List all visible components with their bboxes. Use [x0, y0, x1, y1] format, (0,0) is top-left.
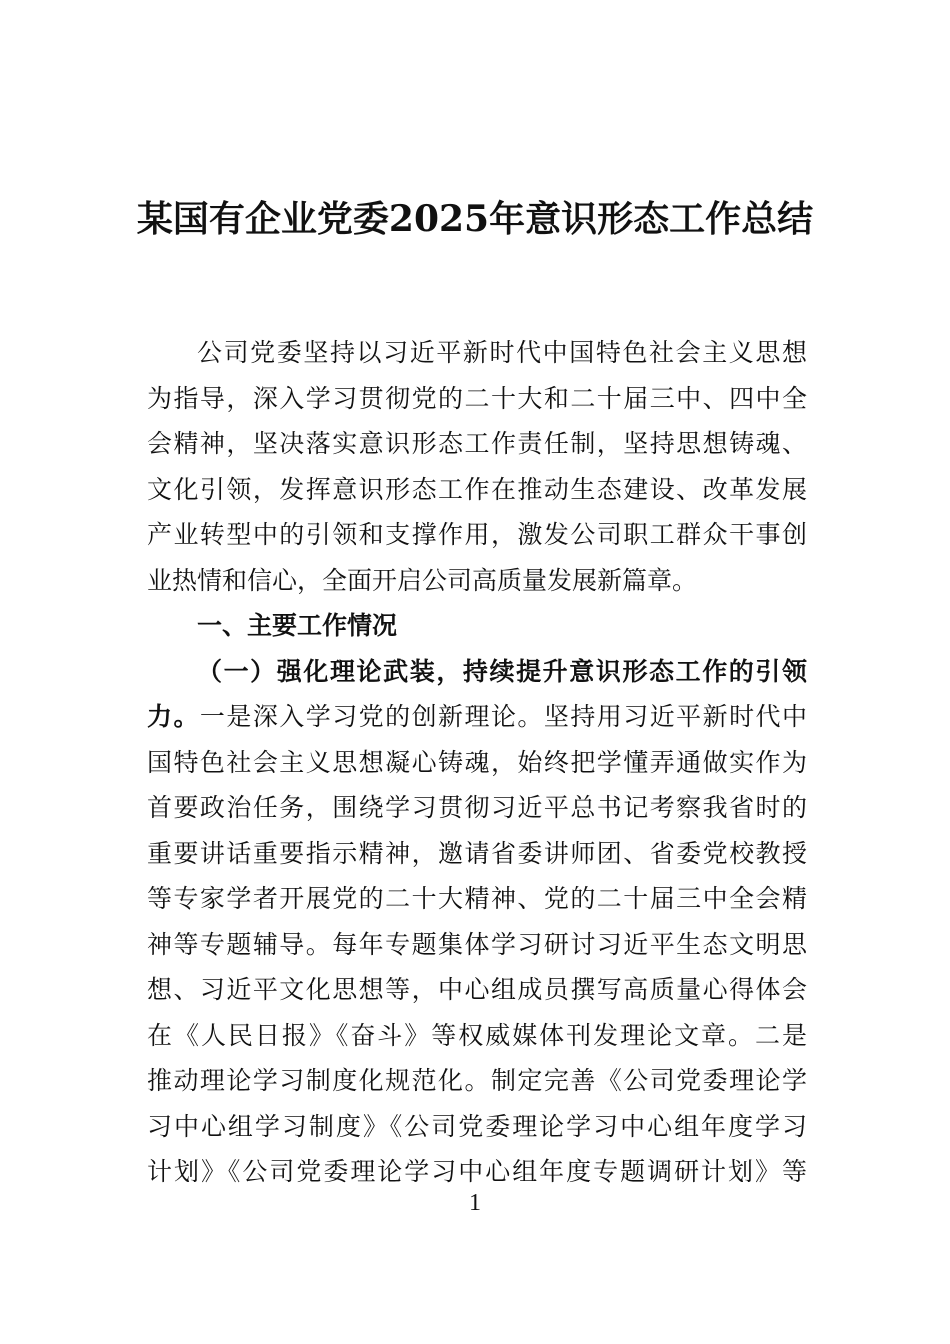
document-title: 某国有企业党委2025年意识形态工作总结 — [136, 198, 814, 240]
paragraph-line: 等专家学者开展党的二十大精神、党的二十届三中全会精 — [147, 884, 807, 913]
page-number: 1 — [469, 1190, 481, 1216]
document-body — [147, 330, 807, 1195]
paragraph-line: 重要讲话重要指示精神，邀请省委讲师团、省委党校教授 — [147, 838, 807, 868]
paragraph-line: 首要政治任务，围绕学习贯彻习近平总书记考察我省时的 — [147, 793, 807, 822]
paragraph-line: 习中心组学习制度》《公司党委理论学习中心组年度学习 — [147, 1111, 807, 1141]
paragraph-line: 业热情和信心，全面开启公司高质量发展新篇章。 — [147, 565, 698, 595]
paragraph-line — [147, 694, 807, 740]
paragraph-line: 在《人民日报》《奋斗》等权威媒体刊发理论文章。二是 — [147, 1020, 807, 1050]
paragraph-line: 神等专题辅导。每年专题集体学习研讨习近平生态文明思 — [147, 929, 807, 959]
paragraph-line: 文化引领，发挥意识形态工作在推动生态建设、改革发展 — [147, 474, 807, 504]
paragraph-line: 为指导，深入学习贯彻党的二十大和二十届三中、四中全 — [147, 383, 807, 413]
subsection-title-line — [147, 649, 807, 695]
subsection-title-end: 力。 — [147, 702, 200, 731]
section-heading: 一、主要工作情况 — [197, 611, 398, 640]
paragraph-line: 产业转型中的引领和支撑作用，激发公司职工群众干事创 — [147, 520, 807, 549]
subsection-title: （一）强化理论武装，持续提升意识形态工作的引领 — [197, 656, 807, 686]
paragraph-line: 计划》《公司党委理论学习中心组年度专题调研计划》等 — [147, 1157, 807, 1186]
paragraph-line: 想、习近平文化思想等，中心组成员撰写高质量心得体会 — [147, 975, 807, 1004]
paragraph-line: 国特色社会主义思想凝心铸魂，始终把学懂弄通做实作为 — [147, 747, 807, 777]
paragraph-text: 一是深入学习党的创新理论。坚持用习近平新时代中 — [199, 702, 807, 731]
paragraph-line: 推动理论学习制度化规范化。制定完善《公司党委理论学 — [147, 1066, 807, 1095]
paragraph-line: 会精神，坚决落实意识形态工作责任制，坚持思想铸魂、 — [147, 429, 807, 458]
paragraph-line: 公司党委坚持以习近平新时代中国特色社会主义思想 — [197, 338, 807, 367]
